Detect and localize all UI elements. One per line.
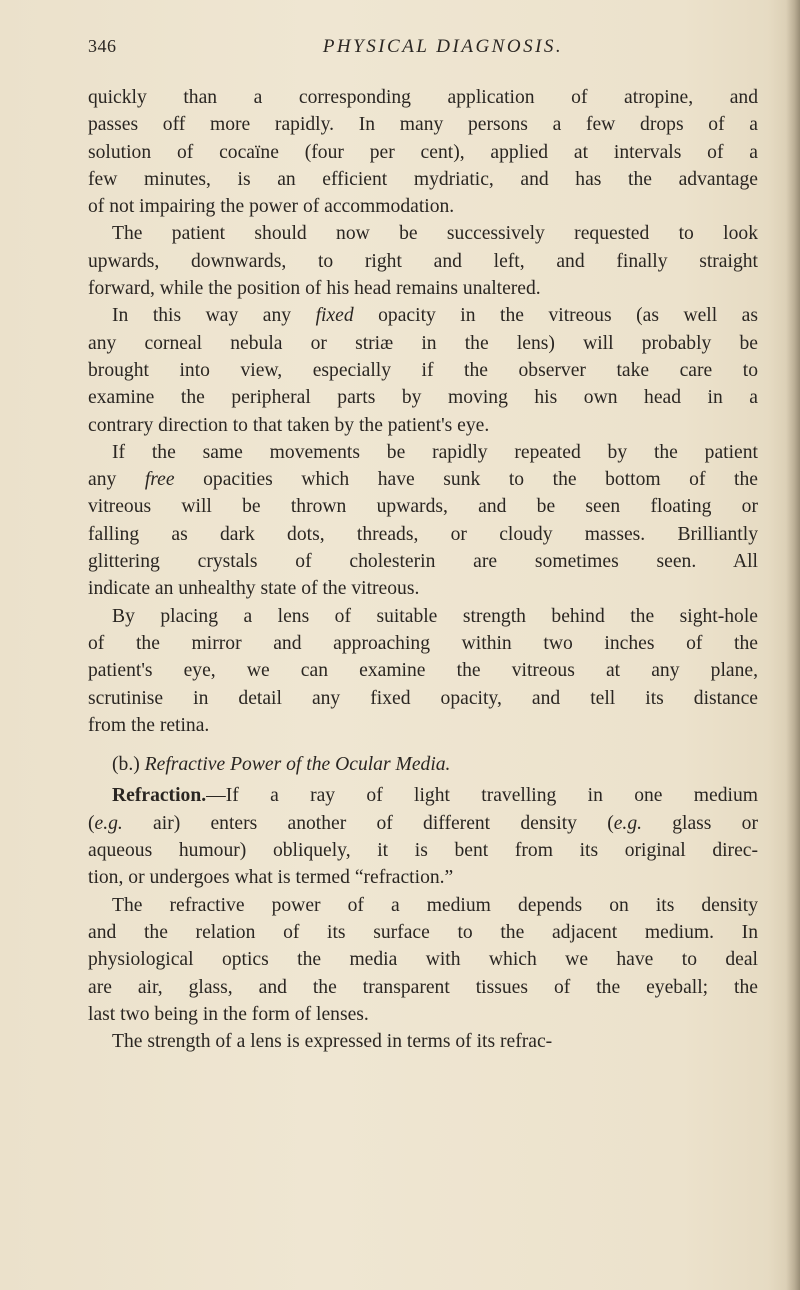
paragraph-3 [88,302,758,438]
text-line: of not impairing the power of accommodation. [88,196,455,218]
text-line: patient's eye, we can examine the vitreous at any plane, [88,660,758,682]
text-line: quickly than a corresponding application of atropine, and [88,87,758,108]
text-line: any corneal nebula or striæ in the lens) will probably be [88,332,758,354]
emphasis-eg: e.g. [94,812,123,834]
text-line [88,810,758,837]
text-line: The refractive power of a medium depends on its density [112,894,758,916]
text-run: ( [88,812,95,834]
emphasis-free: free [144,469,175,491]
paragraph-4 [88,439,758,603]
paragraph-8 [88,1028,758,1055]
text-line: of the mirror and approaching within two inches of the [88,632,758,654]
page-edge-shadow [786,0,800,1290]
emphasis-fixed: fixed [315,305,354,327]
text-run: In this way any [112,305,316,327]
paragraph-7 [88,892,758,1028]
text-line: scrutinise in detail any fixed opacity, and tell its distance [88,687,758,709]
text-line: from the retina. [88,714,210,736]
page-header [88,36,758,64]
text-run: glass or [642,812,758,834]
text-line: glittering crystals of cholesterin are sometimes seen. All [88,551,758,573]
text-line: vitreous will be thrown upwards, and be seen floating or [88,496,758,518]
section-subheading [88,751,758,778]
text-line: By placing a lens of suitable strength behind the sight-hole [112,605,758,627]
text-run: any [88,469,145,491]
text-line: and the relation of its surface to the adjacent medium. In [88,921,758,943]
running-head: PHYSICAL DIAGNOSIS. [322,36,564,57]
text-line: The strength of a lens is expressed in terms of its refrac- [112,1031,553,1053]
text-line: falling as dark dots, threads, or cloudy masses. Brilliantly [88,523,758,545]
text-line: examine the peripheral parts by moving his own head in a [88,387,758,409]
text-run: opacity in the vitreous (as well as [353,305,758,327]
text-line: few minutes, is an efficient mydriatic, and has the advantage [88,168,758,190]
text-line: The patient should now be successively requested to look [112,223,758,245]
body-text [88,84,758,1055]
text-line: are air, glass, and the transparent tissues of the eyeball; the [88,976,758,998]
paragraph-6 [88,782,758,891]
paragraph-5 [88,603,758,739]
text-run: opacities which have sunk to the bottom of the [174,469,758,491]
term-refraction: Refraction. [112,785,207,807]
text-line: upwards, downwards, to right and left, and finally straight [88,250,758,272]
text-run: air) enters another of different density ( [122,812,614,834]
text-line: solution of cocaïne (four per cent), applied at intervals of a [88,141,758,163]
text-line: aqueous humour) obliquely, it is bent from its original direc- [88,840,758,862]
text-line: contrary direction to that taken by the patient's eye. [88,414,490,436]
paragraph-2 [88,220,758,302]
text-line: forward, while the position of his head remains unaltered. [88,278,541,300]
text-line: physiological optics the media with which we have to deal [88,949,758,971]
text-line: If the same movements be rapidly repeated by the patient [112,441,758,463]
text-line: brought into view, especially if the observer take care to [88,359,758,381]
text-line: indicate an unhealthy state of the vitreous. [88,578,420,600]
paragraph-1 [88,84,758,220]
subheading-title: Refractive Power of the Ocular Media. [144,754,451,776]
page-number: 346 [88,36,117,56]
text-line: last two being in the form of lenses. [88,1003,369,1025]
text-line: tion, or undergoes what is termed “refraction.” [88,867,454,889]
text-line [88,466,758,493]
text-run: —If a ray of light travelling in one medium [206,785,758,807]
text-line: passes off more rapidly. In many persons a few drops of a [88,114,758,136]
emphasis-eg: e.g. [613,812,643,834]
subheading-label: (b.) [112,754,145,776]
text-line [88,302,758,329]
text-line [88,782,758,809]
